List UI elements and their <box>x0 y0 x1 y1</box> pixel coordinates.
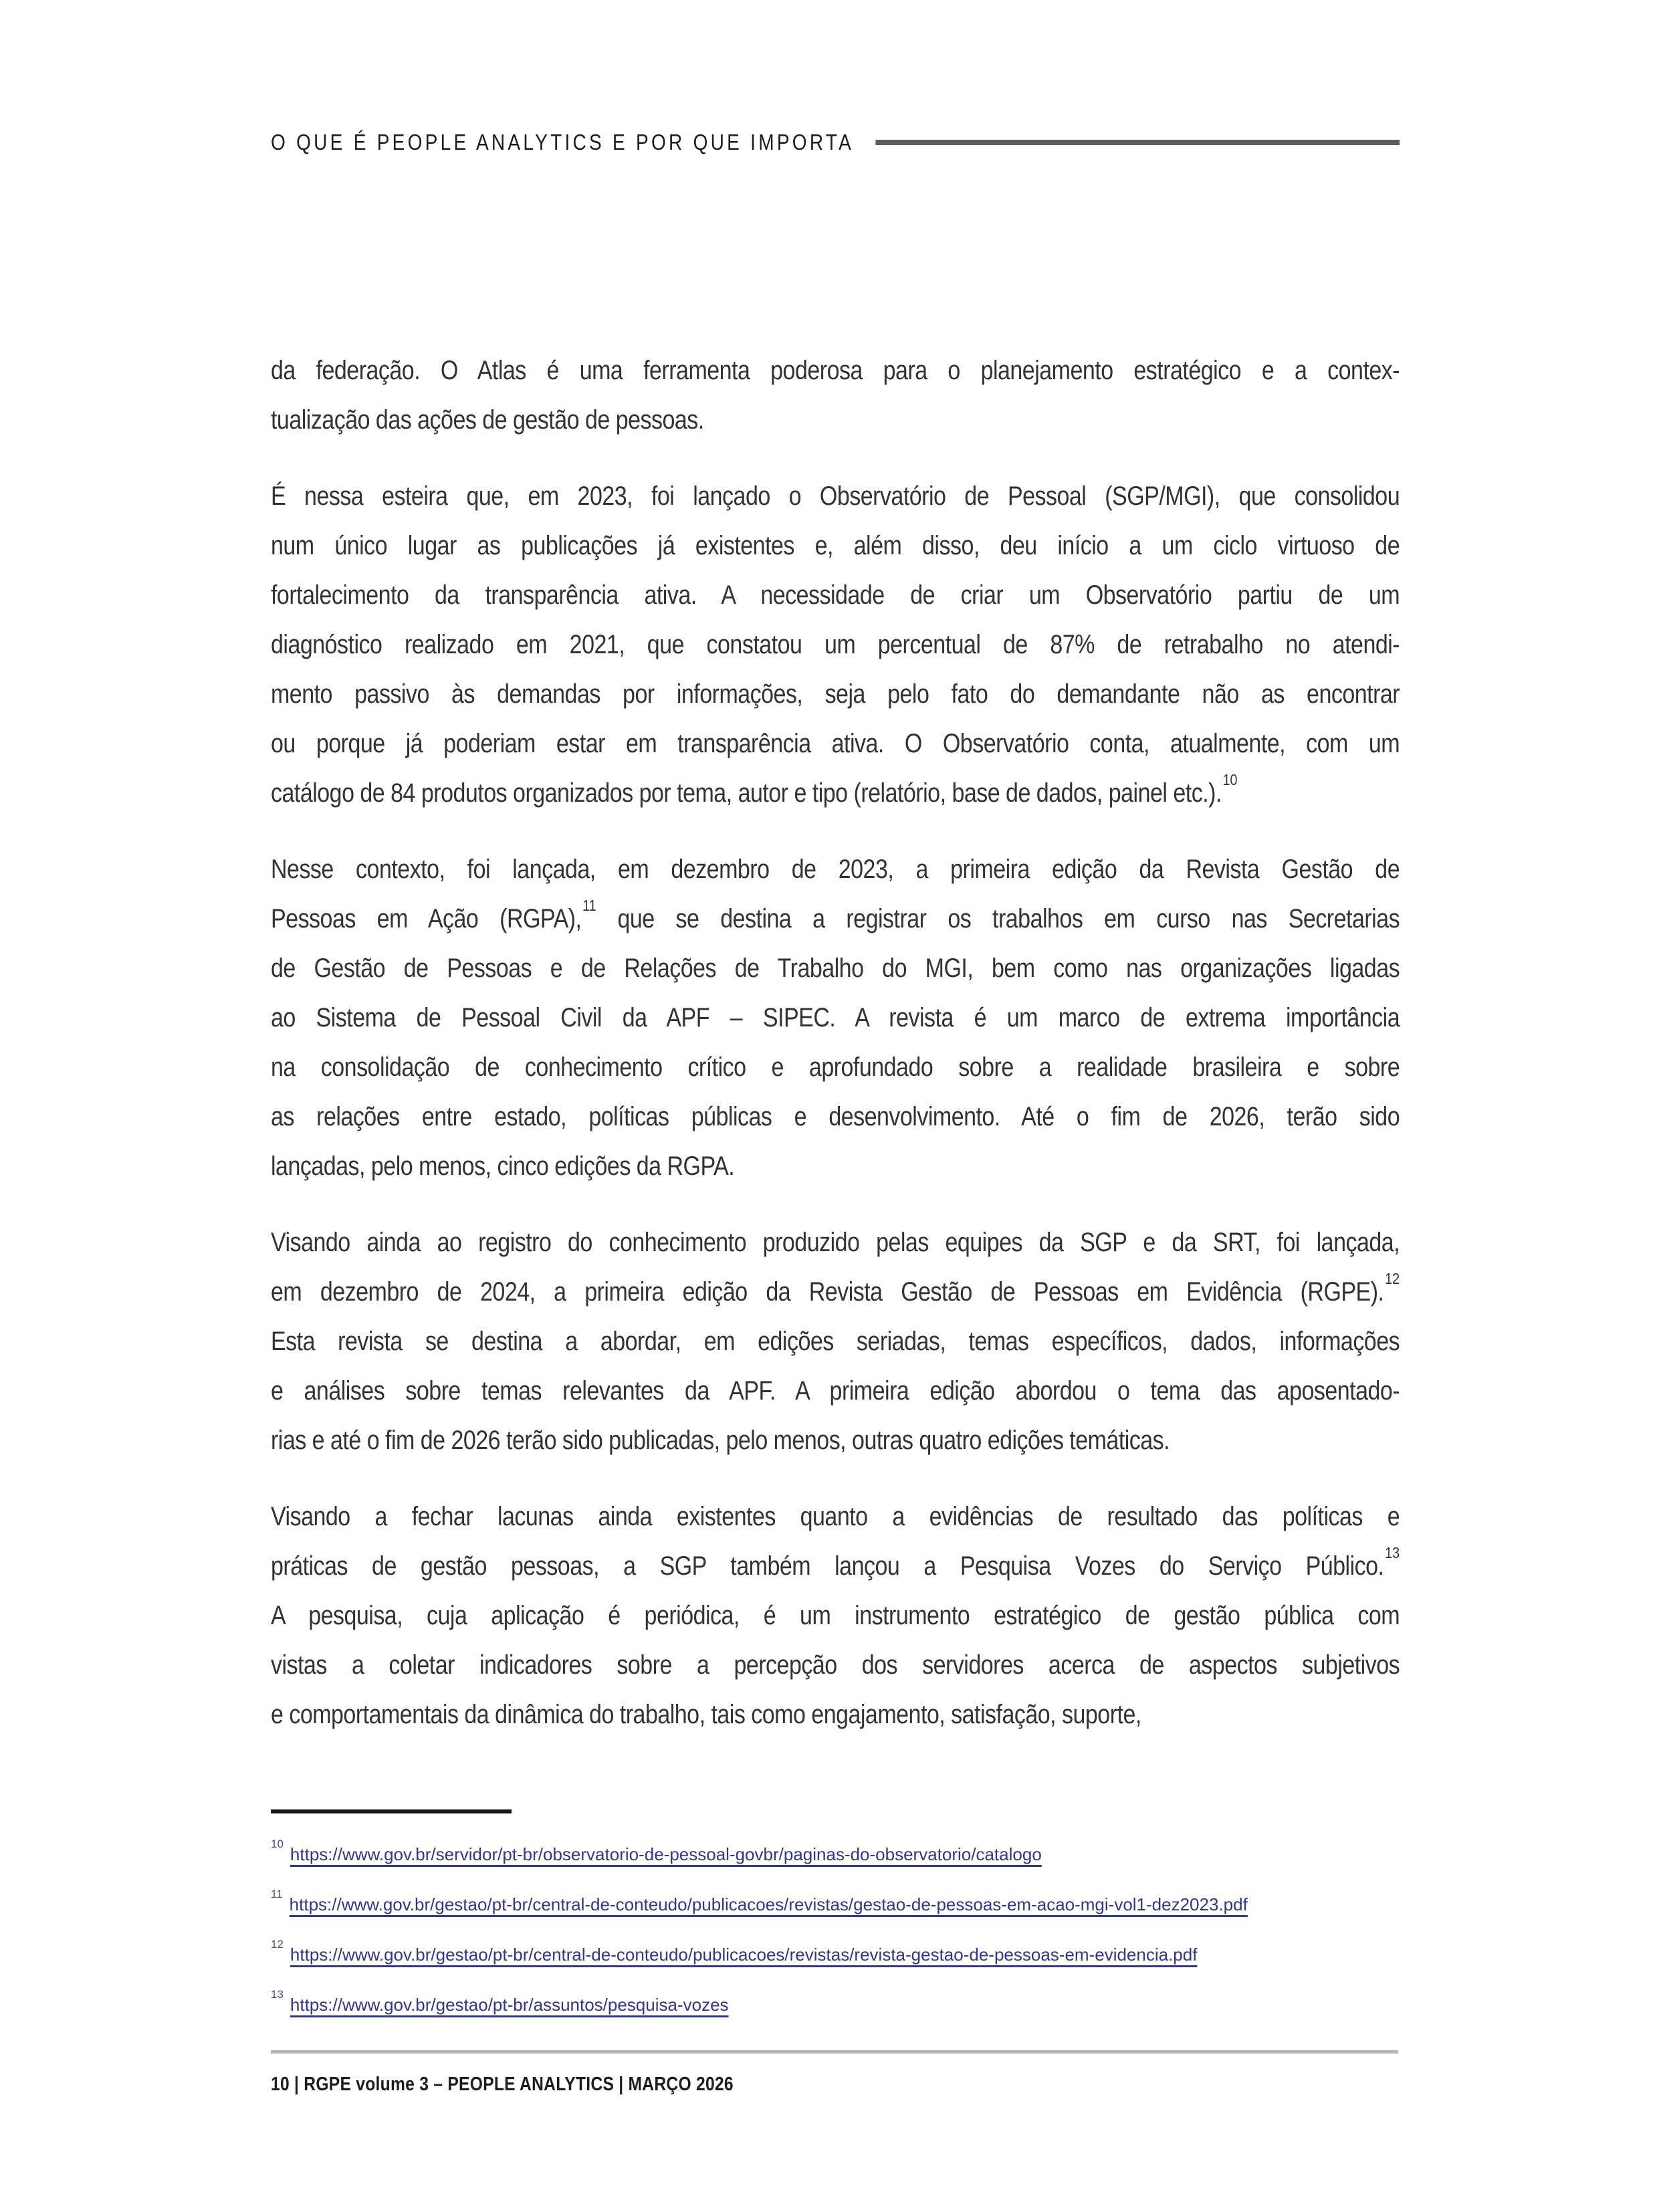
text-line: em dezembro de 2024, a primeira edição da Revista Gestão de Pessoas em Evidência (RGPE).$^{12}$ <box>271 1269 1400 1307</box>
body-text <box>271 346 1400 1739</box>
text-line: ao Sistema de Pessoal Civil da APF – SIPEC. A revista é um marco de extrema importância <box>271 1003 1400 1032</box>
footnote-ref: 12 <box>1385 1269 1400 1287</box>
paragraph <box>271 1218 1400 1465</box>
footnote-number: 10 <box>271 1838 284 1850</box>
footer-text: 10 | RGPE volume 3 – PEOPLE ANALYTICS | MARÇO 2026 <box>271 2074 734 2095</box>
footnote-link[interactable]: https://www.gov.br/gestao/pt-br/assuntos/pesquisa-vozes <box>290 1995 729 2015</box>
page-header <box>271 129 1400 156</box>
text-line: fortalecimento da transparência ativa. A necessidade de criar um Observatório partiu de um <box>271 580 1400 610</box>
paragraph <box>271 1492 1400 1739</box>
text-line: Pessoas em Ação (RGPA),$^{11}$ que se destina a registrar os trabalhos em curso nas Secretarias <box>271 896 1400 933</box>
paragraph <box>271 346 1400 445</box>
text-line: Visando ainda ao registro do conhecimento produzido pelas equipes da SGP e da SRT, foi lançada, <box>271 1228 1400 1257</box>
footnotes-section <box>271 1809 1398 2038</box>
footnote-link[interactable]: https://www.gov.br/gestao/pt-br/central-de-conteudo/publicacoes/revistas/gestao-de-pessoas-em-acao-mgi-vol1-dez2023.pdf <box>289 1894 1248 1914</box>
footnote-item <box>271 1988 1398 2021</box>
text-line: num único lugar as publicações já existentes e, além disso, deu início a um ciclo virtuoso de <box>271 531 1400 560</box>
footnote-link[interactable]: https://www.gov.br/servidor/pt-br/observatorio-de-pessoal-govbr/paginas-do-observatorio/catalogo <box>290 1844 1042 1864</box>
footnote-ref: 11 <box>582 896 596 914</box>
footnote-ref: 10 <box>1222 770 1238 788</box>
paragraph <box>271 471 1400 818</box>
footnote-number: 11 <box>271 1888 283 1900</box>
text-line: e análises sobre temas relevantes da APF. A primeira edição abordou o tema das aposentado- <box>271 1376 1400 1406</box>
text-line: de Gestão de Pessoas e de Relações de Trabalho do MGI, bem como nas organizações ligadas <box>271 954 1400 983</box>
text-line: lançadas, pelo menos, cinco edições da RGPA. <box>271 1151 735 1181</box>
text-line: É nessa esteira que, em 2023, foi lançado o Observatório de Pessoal (SGP/MGI), que consolidou <box>271 481 1400 511</box>
footnote-separator <box>271 1809 512 1813</box>
text-line: na consolidação de conhecimento crítico e aprofundado sobre a realidade brasileira e sobre <box>271 1053 1400 1082</box>
footnotes-list <box>271 1838 1398 2021</box>
footnote-number: 13 <box>271 1988 284 2001</box>
footer-rule <box>271 2050 1398 2054</box>
text-line: A pesquisa, cuja aplicação é periódica, é um instrumento estratégico de gestão pública com <box>271 1601 1400 1630</box>
text-line: e comportamentais da dinâmica do trabalho, tais como engajamento, satisfação, suporte, <box>271 1700 1141 1729</box>
footnote-item <box>271 1838 1398 1871</box>
text-line: Visando a fechar lacunas ainda existentes quanto a evidências de resultado das políticas e <box>271 1502 1400 1531</box>
footnote-item <box>271 1938 1398 1971</box>
running-header-title: O QUE É PEOPLE ANALYTICS E POR QUE IMPORTA <box>271 130 855 154</box>
footnote-ref: 13 <box>1385 1543 1400 1561</box>
footnote-number: 12 <box>271 1938 284 1951</box>
text-line: catálogo de 84 produtos organizados por tema, autor e tipo (relatório, base de dados, painel etc.).$^{10}$ <box>271 770 1238 808</box>
text-line: rias e até o fim de 2026 terão sido publicadas, pelo menos, outras quatro edições temáticas. <box>271 1426 1170 1455</box>
page-footer <box>271 2050 1398 2096</box>
footnote-link[interactable]: https://www.gov.br/gestao/pt-br/central-de-conteudo/publicacoes/revistas/revista-gestao-de-pessoas-em-evidencia.pdf <box>290 1945 1198 1965</box>
text-line: vistas a coletar indicadores sobre a percepção dos servidores acerca de aspectos subjetivos <box>271 1650 1400 1680</box>
text-line: mento passivo às demandas por informações, seja pelo fato do demandante não as encontrar <box>271 679 1400 709</box>
text-line: Nesse contexto, foi lançada, em dezembro de 2023, a primeira edição da Revista Gestão de <box>271 855 1400 884</box>
text-line: as relações entre estado, políticas públicas e desenvolvimento. Até o fim de 2026, terão sido <box>271 1102 1400 1131</box>
header-rule <box>875 140 1400 145</box>
text-line: práticas de gestão pessoas, a SGP também lançou a Pesquisa Vozes do Serviço Público.$^{13}$ <box>271 1543 1400 1581</box>
footnote-item <box>271 1888 1398 1921</box>
text-line: diagnóstico realizado em 2021, que constatou um percentual de 87% de retrabalho no atendi- <box>271 630 1400 659</box>
paragraph <box>271 845 1400 1191</box>
text-line: tualização das ações de gestão de pessoas. <box>271 405 704 435</box>
text-line: ou porque já poderiam estar em transparência ativa. O Observatório conta, atualmente, com um <box>271 729 1400 758</box>
text-line: da federação. O Atlas é uma ferramenta poderosa para o planejamento estratégico e a contex- <box>271 356 1400 385</box>
text-line: Esta revista se destina a abordar, em edições seriadas, temas específicos, dados, informações <box>271 1327 1400 1356</box>
main-column <box>271 0 1400 1739</box>
